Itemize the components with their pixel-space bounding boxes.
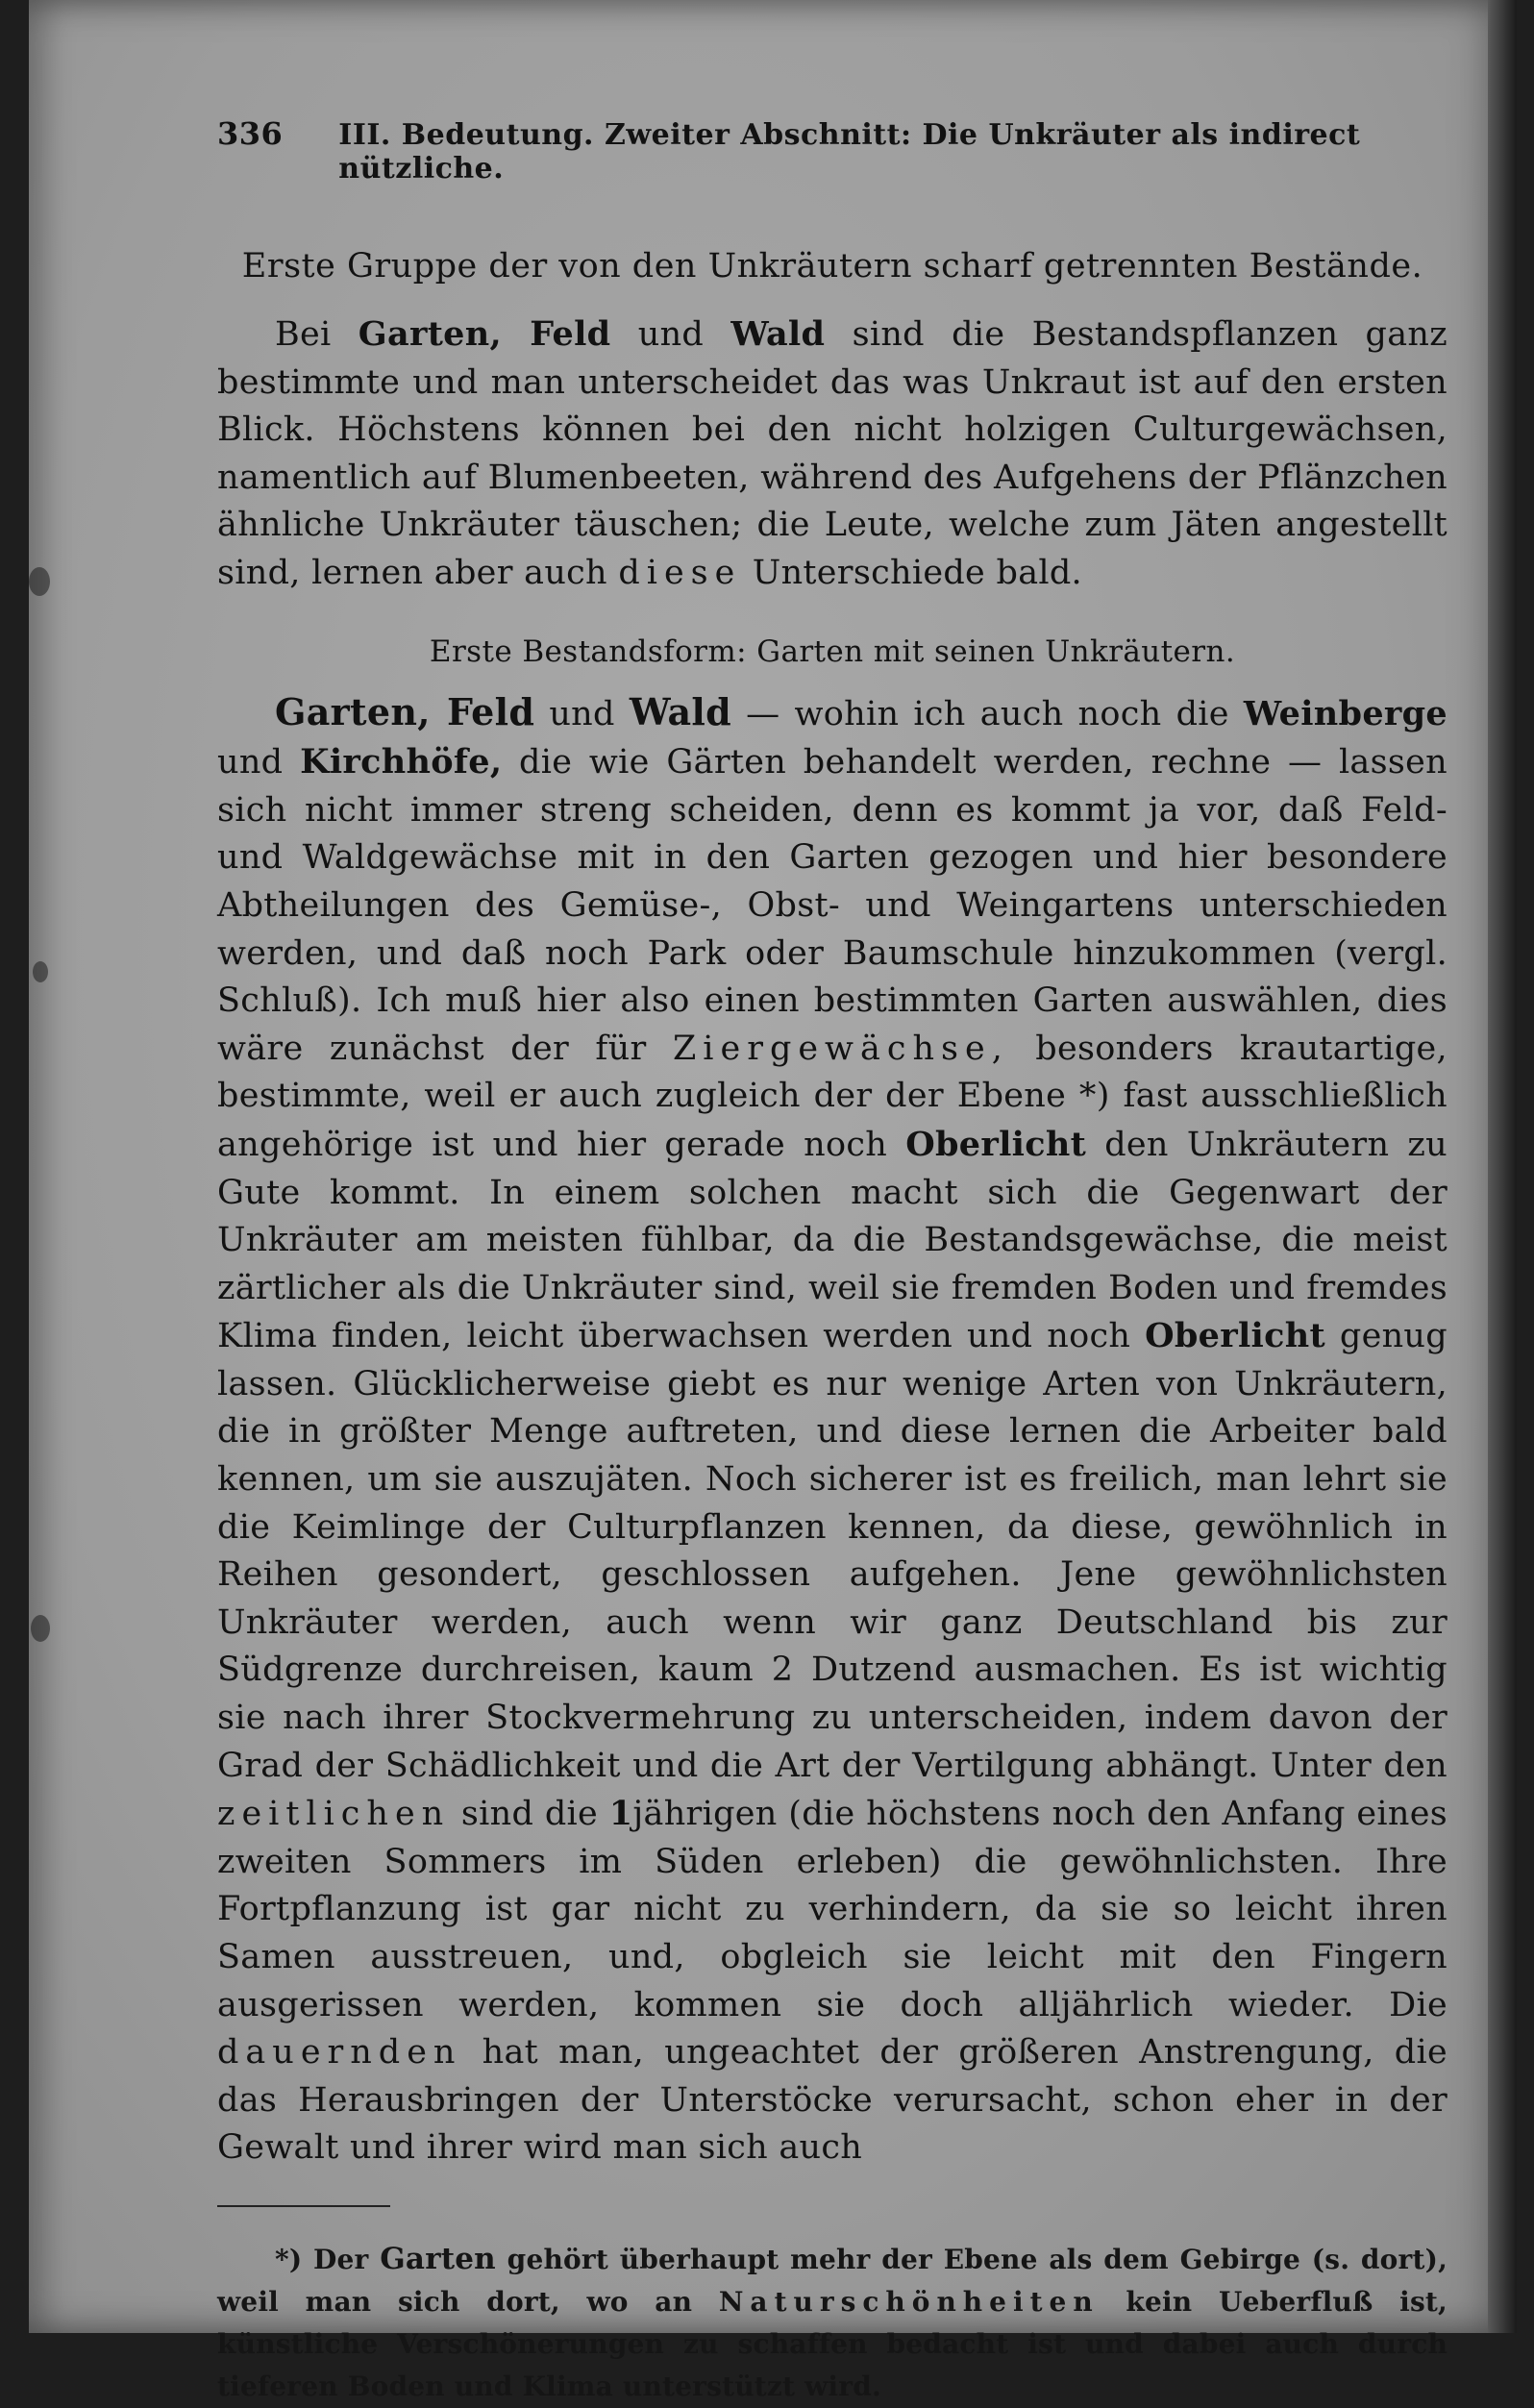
group-heading: Erste Gruppe der von den Unkräutern scharf getrennten Bestände. [241,247,1423,285]
footnote-rule [217,2205,390,2207]
ink-blotch [29,567,50,596]
footnote: *) Der Garten gehört überhaupt mehr der Ebene als dem Gebirge (s. dort), weil man sich dort, wo an Naturschönheiten kein Ueberfluß ist, künstliche Verschönerungen zu schaffen bedacht ist und dabei auch durch tieferen Boden und Klima unterstützt wird. [217,2241,1448,2402]
text-block [217,115,1447,2408]
page-number: 336 [217,115,284,152]
book-spine-shadow [1488,0,1517,2333]
section-heading: Erste Bestandsform: Garten mit seinen Unkräutern. [429,633,1236,669]
book-page [29,0,1517,2402]
paragraph-main: Garten, Feld und Wald — wohin ich auch noch die Weinberge und Kirchhöfe, die wie Gärten behandelt werden, rechne — lassen sich nicht immer streng scheiden, denn es kommt ja vor, daß Feld- und Waldgewächse mit in den Garten gezogen und hier besondere Abtheilungen des Gemüse-, Obst- und Weingartens unterschieden werden, und daß noch Park oder Baumschule hinzukommen (vergl. Schluß). Ich muß hier also einen bestimmten Garten auswählen, dies wäre zunächst der für Ziergewächse, besonders krautartige, bestimmte, weil er auch zugleich der der Ebene *) fast ausschließlich angehörige ist und hier gerade noch Oberlicht den Unkräutern zu Gute kommt. In einem solchen macht sich die Gegenwart der Unkräuter am meisten fühlbar, da die Bestandsgewächse, die meist zärtlicher als die Unkräuter sind, weil sie fremden Boden und fremdes Klima finden, leicht überwachsen werden und noch Oberlicht genug lassen. Glücklicherweise giebt es nur wenige Arten von Unkräutern, die in größter Menge auftreten, und diese lernen die Arbeiter bald kennen, um sie auszujäten. Noch sicherer ist es freilich, man lehrt sie die Keimlinge der Culturpflanzen kennen, da diese, gewöhnlich in Reihen gesondert, geschlossen aufgehen. Jene gewöhnlichsten Unkräuter werden, auch wenn wir ganz Deutschland bis zur Südgrenze durchreisen, kaum 2 Dutzend ausmachen. Es ist wichtig sie nach ihrer Stockvermehrung zu unterscheiden, indem davon der Grad der Schädlichkeit und die Art der Vertilgung abhängt. Unter den zeitlichen sind die 1jährigen (die höchstens noch den Anfang eines zweiten Sommers im Süden erleben) die gewöhnlichsten. Ihre Fortpflanzung ist gar nicht zu verhindern, da sie so leicht ihren Samen ausstreuen, und, obgleich sie leicht mit den Fingern ausgerissen werden, kommen sie doch alljährlich wieder. Die dauernden hat man, ungeachtet der größeren Anstrengung, die das Herausbringen der Unterstöcke verursacht, schon eher in der Gewalt und ihrer wird man sich auch [217,689,1447,2168]
ink-blotch [31,1615,50,1642]
paragraph-intro: Bei Garten, Feld und Wald sind die Bestandspflanzen ganz bestimmte und man unterscheidet das was Unkraut ist auf den ersten Blick. Höchstens können bei den nicht holzigen Culturgewächsen, namentlich auf Blumenbeeten, während des Aufgehens der Pflänzchen ähnliche Unkräuter täuschen; die Leute, welche zum Jäten angestellt sind, lernen aber auch diese Unterschiede bald. [217,314,1447,592]
ink-blotch [33,961,48,982]
running-head-title: III. Bedeutung. Zweiter Abschnitt: Die Unkräuter als indirect nützliche. [338,118,1361,186]
running-head [217,115,1447,199]
